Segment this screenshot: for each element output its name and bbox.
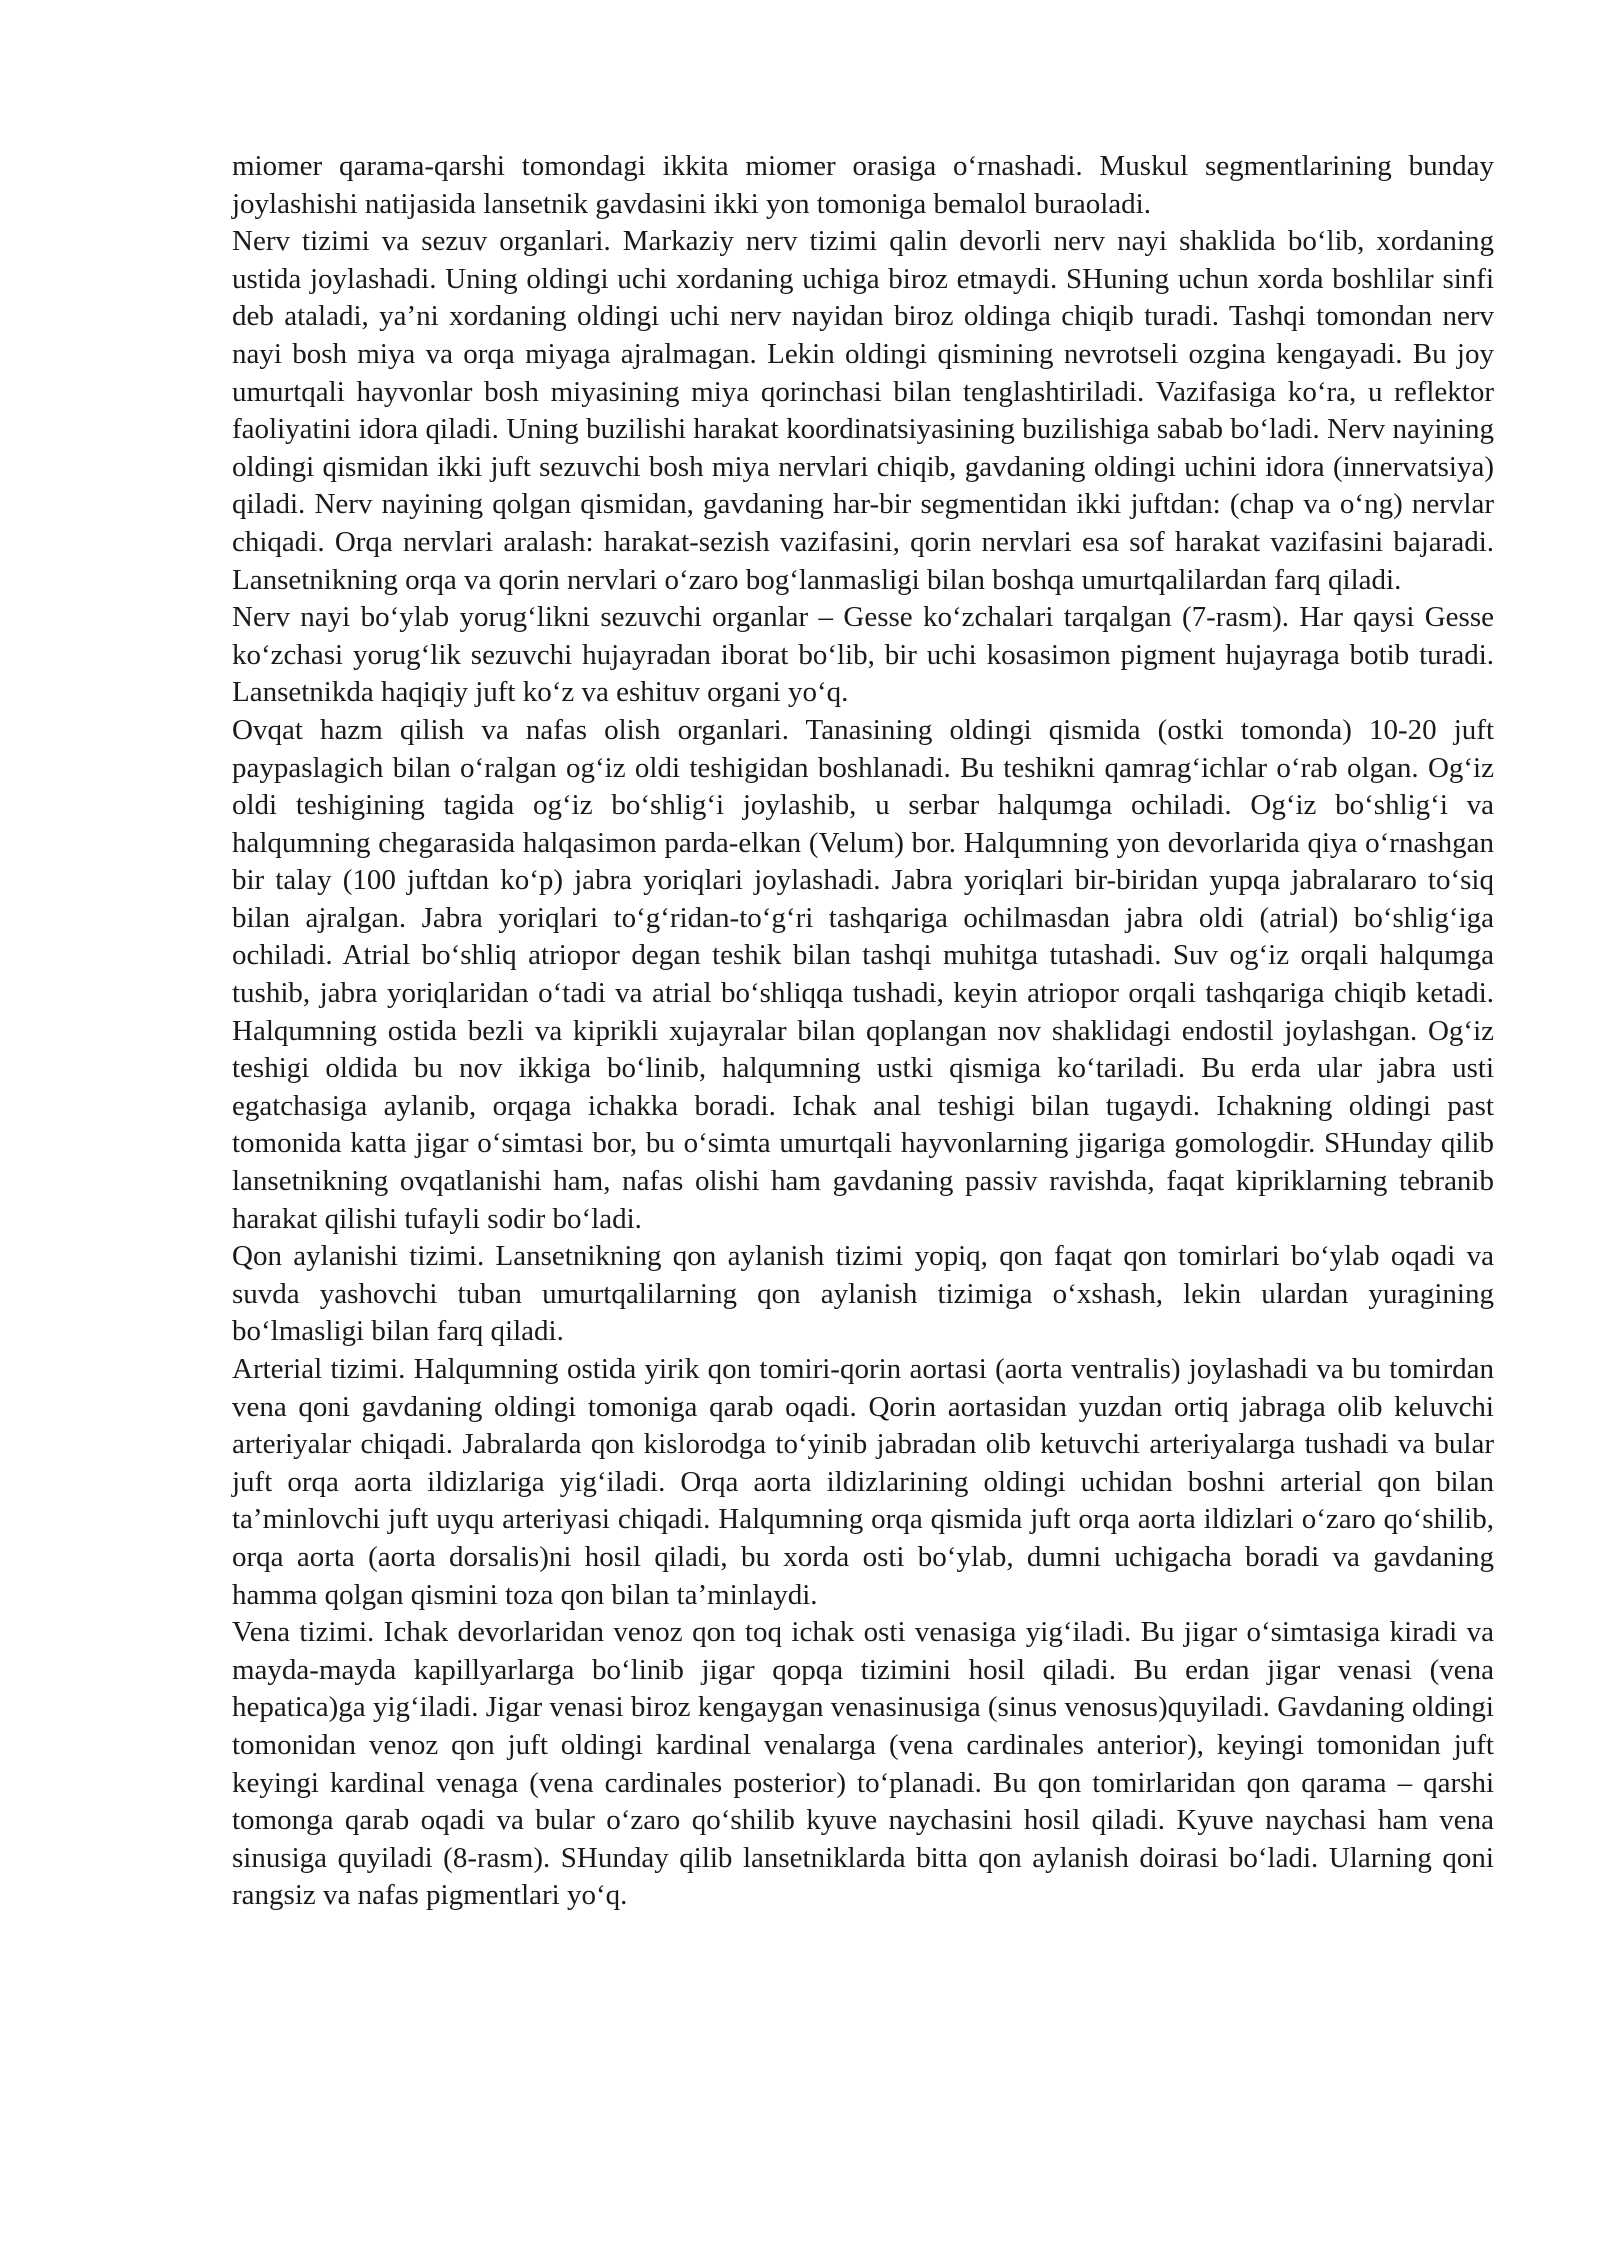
paragraph-hesse-eyes: Nerv nayi bo‘ylab yorug‘likni sezuvchi organlar – Gesse ko‘zchalari tarqalgan (7-rasm). Har qaysi Gesse ko‘zchasi yorug‘lik sezuvchi hujayradan iborat bo‘lib, bir uchi kosasimon pigment hujayraga botib turadi. Lansetnikda haqiqiy juft ko‘z va eshituv organi yo‘q.	[232, 601, 1494, 709]
paragraph-venous-system: Vena tizimi. Ichak devorlaridan venoz qon toq ichak osti venasiga yig‘iladi. Bu jigar o‘simtasiga kiradi va mayda-mayda kapillyarlarga bo‘linib jigar qopqa tizimini hosil qiladi. Bu erdan jigar venasi (vena hepatica)ga yig‘iladi. Jigar venasi biroz kengaygan venasinusiga (sinus venosus)quyiladi. Gavdaning oldingi tomonidan venoz qon juft oldingi kardinal venalarga (vena cardinales anterior), keyingi tomonidan juft keyingi kardinal venaga (vena cardinales posterior) to‘planadi. Bu qon tomirlaridan qon qarama – qarshi tomonga qarab oqadi va bular o‘zaro qo‘shilib kyuve naychasini hosil qiladi. Kyuve naychasi ham vena sinusiga quyiladi (8-rasm). SHunday qilib lansetniklarda bitta qon aylanish doirasi bo‘ladi. Ularning qoni rangsiz va nafas pigmentlari yo‘q.	[232, 1616, 1494, 1912]
paragraph-muscle-segments: miomer qarama-qarshi tomondagi ikkita miomer orasiga o‘rnashadi. Muskul segmentlarining bunday joylashishi natijasida lansetnik gavdasini ikki yon tomoniga bemalol buraoladi.	[232, 150, 1494, 220]
paragraph-arterial-system: Arterial tizimi. Halqumning ostida yirik qon tomiri-qorin aortasi (aorta ventralis) joylashadi va bu tomirdan vena qoni gavdaning oldingi tomoniga qarab oqadi. Qorin aortasidan yuzdan ortiq jabraga olib keluvchi arteriyalar chiqadi. Jabralarda qon kislorodga to‘yinib jabradan olib ketuvchi arteriyalarga tushadi va bular juft orqa aorta ildizlariga yig‘iladi. Orqa aorta ildizlarining oldingi uchidan boshni arterial qon bilan ta’minlovchi juft uyqu arteriyasi chiqadi. Halqumning orqa qismida juft orqa aorta ildizlari o‘zaro qo‘shilib, orqa aorta (aorta dorsalis)ni hosil qiladi, bu xorda osti bo‘ylab, dumni uchigacha boradi va gavdaning hamma qolgan qismini toza qon bilan ta’minlaydi.	[232, 1353, 1494, 1611]
document-page	[232, 148, 1494, 1915]
paragraph-circulation: Qon aylanishi tizimi. Lansetnikning qon aylanish tizimi yopiq, qon faqat qon tomirlari bo‘ylab oqadi va suvda yashovchi tuban umurtqalilarning qon aylanish tizimiga o‘xshash, lekin ulardan yuragining bo‘lmasligi bilan farq qiladi.	[232, 1240, 1494, 1348]
paragraph-digestion-respiration: Ovqat hazm qilish va nafas olish organlari. Tanasining oldingi qismida (ostki tomonda) 10-20 juft paypaslagich bilan o‘ralgan og‘iz oldi teshigidan boshlanadi. Bu teshikni qamrag‘ichlar o‘rab olgan. Og‘iz oldi teshigining tagida og‘iz bo‘shlig‘i joylashib, u serbar halqumga ochiladi. Og‘iz bo‘shlig‘i va halqumning chegarasida halqasimon parda-elkan (Velum) bor. Halqumning yon devorlarida qiya o‘rnashgan bir talay (100 juftdan ko‘p) jabra yoriqlari joylashadi. Jabra yoriqlari bir-biridan yupqa jabralararo to‘siq bilan ajralgan. Jabra yoriqlari to‘g‘ridan-to‘g‘ri tashqariga ochilmasdan jabra oldi (atrial) bo‘shlig‘iga ochiladi. Atrial bo‘shliq atriopor degan teshik bilan tashqi muhitga tutashadi. Suv og‘iz orqali halqumga tushib, jabra yoriqlaridan o‘tadi va atrial bo‘shliqqa tushadi, keyin atriopor orqali tashqariga chiqib ketadi. Halqumning ostida bezli va kiprikli xujayralar bilan qoplangan nov shaklidagi endostil joylashgan. Og‘iz teshigi oldida bu nov ikkiga bo‘linib, halqumning ustki qismiga ko‘tariladi. Bu erda ular jabra usti egatchasiga aylanib, orqaga ichakka boradi. Ichak anal teshigi bilan tugaydi. Ichakning oldingi past tomonida katta jigar o‘simtasi bor, bu o‘simta umurtqali hayvonlarning jigariga gomologdir. SHunday qilib lansetnikning ovqatlanishi ham, nafas olishi ham gavdaning passiv ravishda, faqat kipriklarning tebranib harakat qilishi tufayli sodir bo‘ladi.	[232, 713, 1494, 1235]
paragraph-nervous-system: Nerv tizimi va sezuv organlari. Markaziy nerv tizimi qalin devorli nerv nayi shaklida bo‘lib, xordaning ustida joylashadi. Uning oldingi uchi xordaning uchiga biroz etmaydi. SHuning uchun xorda boshlilar sinfi deb ataladi, ya’ni xordaning oldingi uchi nerv nayidan biroz oldinga chiqib turadi. Tashqi tomondan nerv nayi bosh miya va orqa miyaga ajralmagan. Lekin oldingi qismining nevrotseli ozgina kengayadi. Bu joy umurtqali hayvonlar bosh miyasining miya qorinchasi bilan tenglashtiriladi. Vazifasiga ko‘ra, u reflektor faoliyatini idora qiladi. Uning buzilishi harakat koordinatsiyasining buzilishiga sabab bo‘ladi. Nerv nayining oldingi qismidan ikki juft sezuvchi bosh miya nervlari chiqib, gavdaning oldingi uchini idora (innervatsiya) qiladi. Nerv nayining qolgan qismidan, gavdaning har-bir segmentidan ikki juftdan: (chap va o‘ng) nervlar chiqadi. Orqa nervlari aralash: harakat-sezish vazifasini, qorin nervlari esa sof harakat vazifasini bajaradi. Lansetnikning orqa va qorin nervlari o‘zaro bog‘lanmasligi bilan boshqa umurtqalilardan farq qiladi.	[232, 225, 1494, 596]
